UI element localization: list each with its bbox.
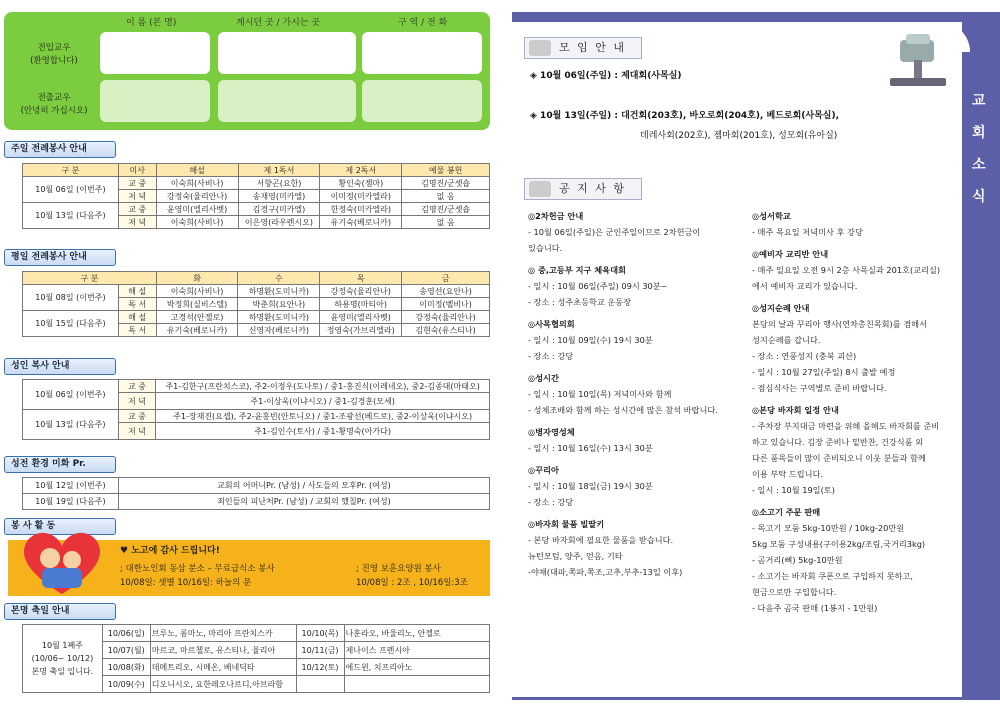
notice-line: -야채(대파,쪽파,쪽조,고추,부추-13일 이후) <box>528 567 683 577</box>
volunteer-heading: 봉 사 활 동 <box>4 518 116 535</box>
notice-line: ◎바자회 물품 빌딸키 <box>528 519 605 529</box>
transfer-out-label: 전출교우 (안녕히 가십시오) <box>20 93 88 116</box>
notice-line: - 목고기 모둠 5kg-10만원 / 10kg-20만원 <box>752 523 905 533</box>
feast-table: 10월 1째주 (10/06~ 10/12) 본명 축일 입니다. 10/06(일) 브루노, 롬마노, 마리아 프란치스카 10/10(목) 나훈라오, 바울리노, 안젤로 10/07(월) 마르코, 마르첼로, 유스티나, 율리아 10/11(금) 제나이스 프렌시아 10/08(화) 데메트리오, 시메온, 베네딕타 10/12(토) 에드윈, 치프리아노 10/09(수) 디오니시오, 요한레오나르디,아브라함 <box>22 624 490 693</box>
in-place-field[interactable] <box>218 32 356 74</box>
adult-server-heading: 성인 복사 안내 <box>4 358 116 375</box>
notice-line: 이용 부탁 드립니다. <box>752 469 824 479</box>
notice-line: 현금으로만 구입합니다. <box>752 587 837 597</box>
side-char-3: 소 <box>972 157 986 173</box>
notice-line: ◎성지순례 안내 <box>752 303 810 313</box>
side-char-1: 교 <box>972 93 986 109</box>
notice-line: 성지순례를 갑니다. <box>752 335 821 345</box>
weekday-liturgy-heading: 평일 전례봉사 안내 <box>4 249 116 266</box>
notice-line: - 일시 : 10월 27일(주일) 8시 출발 예정 <box>752 367 896 377</box>
notice-line: - 장소 : 연풍성지 (충북 괴산) <box>752 351 857 361</box>
notice-line: - 장소 : 성주초등학교 운동장 <box>528 297 632 307</box>
meeting-line3: 데레사회(202호), 젬마회(201호), 성모회(유아실) <box>640 131 838 141</box>
notice-line: - 주차장 부지대금 마련을 위해 올해도 바자회를 준비 <box>752 421 940 431</box>
in-name-field[interactable] <box>100 32 210 74</box>
notice-line: - 다음주 곰국 판매 (1봉지 - 1만원) <box>752 603 878 613</box>
right-top-bar <box>512 12 1000 22</box>
notice-line: ◎성시간 <box>528 373 559 383</box>
notice-column-left <box>528 208 718 580</box>
notice-line: 에서 예비자 교리가 있습니다. <box>752 281 858 291</box>
in-district-field[interactable] <box>362 32 482 74</box>
sunday-liturgy-table: 구 분 미사 해설 제 1독서 제 2독서 예물 봉헌 10월 06일 (이번주) 교 중 이숙희(사비나) 서향곤(요한) 황인숙(젬마) 김명진/군셋숍 저 녁 강정숙(율리안나) 송재영(미카엘) 이미정(미카엘라) 없 음 10월 13일 (다음주) 교 중 윤영미(엘리사벳) 김경구(미카엘) 한정숙(미카엘라) 김명진/군셋숍 저 녁 이숙희(사비나) 이은영(라우렌시오) 유기숙(베로니카) 없 음 <box>22 163 490 229</box>
notice-line: ◎성서학교 <box>752 211 791 221</box>
notice-line: - 일시 : 10월 18일(금) 19시 30분 <box>528 481 653 491</box>
notice-line: ◎병자영성체 <box>528 427 575 437</box>
notice-line: ◎예비자 교리반 안내 <box>752 249 829 259</box>
heart-family-icon <box>16 528 108 598</box>
out-name-field[interactable] <box>100 80 210 122</box>
notice-line: ◎소고기 주문 판매 <box>752 507 821 517</box>
notice-line: ◎ 중,고등부 지구 체육대회 <box>528 265 626 275</box>
volunteer-line4: 10/08일 : 2조 , 10/16일:3조 <box>356 578 468 588</box>
notice-line: - 성체조배와 함께 하는 성시간에 많은 참석 바랍니다. <box>528 405 718 415</box>
volunteer-line3: ; 진영 보훈요양원 봉사 <box>356 564 441 574</box>
notice-line: 다른 품목들이 많이 준비되오니 이웃 분들과 함께 <box>752 453 926 463</box>
volunteer-line1: ; 대한노인회 동삼 분소 – 무료급식소 봉사 <box>120 564 275 574</box>
meeting-icon <box>529 40 551 56</box>
notice-line: 있습니다. <box>528 243 563 253</box>
environment-heading: 성전 환경 미화 Pr. <box>4 456 116 473</box>
name-header: 이 름 (본 명) <box>126 18 177 28</box>
notice-line: - 매주 목요일 저녁미사 후 강당 <box>752 227 863 237</box>
notice-line: 하고 있습니다. 김장 준비나 밑반찬, 건강식품 외 <box>752 437 924 447</box>
notice-line: - 일시 : 10월 09일(수) 19시 30분 <box>528 335 653 345</box>
notice-heading: 공 지 사 항 <box>524 178 642 200</box>
notice-line: - 장소 : 강당 <box>528 497 574 507</box>
notice-line: - 일시 : 10월 06일(주일) 09시 30분~ <box>528 281 668 291</box>
notice-line: - 장소 : 강당 <box>528 351 574 361</box>
notice-line: ◎본당 바자회 일정 안내 <box>752 405 839 415</box>
district-header: 구 역 / 전 화 <box>398 18 448 28</box>
weekday-liturgy-table: 구 분 화 수 목 금 10월 08일 (이번주) 해 설 이숙희(사비나) 하명환(도미니카) 강정숙(율리안나) 송영선(요안나) 독 서 박정희(실비스텔) 박춘희(요안나) 하용명(마티아) 이미정(벨비나) 10월 15일 (다음주) 해 설 고경석(안젤로) 하명환(도미니카) 윤영미(엘리사벳) 강정숙(율리안나) 독 서 유기숙(베로니카) 신영자(베로니카) 정영숙(가브리엘라) 김현숙(유스티나) <box>22 271 490 337</box>
notice-line: - 일시 : 10월 10일(목) 저녁미사와 함께 <box>528 389 672 399</box>
environment-table: 10월 12일 (이번주) 교회의 어머니Pr. (남성) / 사도들의 모후Pr. (여성) 10월 19일 (다음주) 죄인들의 피난처Pr. (남성) / 교회의 했칠Pr. (여성) <box>22 477 490 510</box>
newcomer-panel <box>4 12 490 130</box>
volunteer-thanks: ♥ 노고에 감사 드립니다! <box>120 546 220 556</box>
feast-heading: 본명 축일 안내 <box>4 603 116 620</box>
notice-line: ◎꾸리아 <box>528 465 559 475</box>
meeting-line2: ◈ 10월 13일(주일) : 대건회(203호), 바오로회(204호), 베드로회(사목실), <box>530 111 839 121</box>
out-place-field[interactable] <box>218 80 356 122</box>
notice-line: ◎2차헌금 안내 <box>528 211 584 221</box>
notice-line: - 10월 06일(주일)은 군인주일이므로 2차헌금이 <box>528 227 701 237</box>
notice-line: 본당의 날과 꾸리아 행사(연차총친목회)를 겸해서 <box>752 319 927 329</box>
adult-server-table: 10월 06일 (이번주) 교 중 주1-김한구(프란치스코), 주2-이정우(도나토) / 중1-홍진식(이레네오), 중2-김종대(마태오) 저 녁 주1-이상욱(이냐시오) / 중1-김경훈(모세) 10월 13일 (다음주) 교 중 주1-장재진(요셉), 주2-윤홍빈(안토니오) / 중1-조광선(베드로), 중2-이상욱(이냐시오) 저 녁 주1-김인수(토사) / 중1-황명숙(아가다) <box>22 379 490 440</box>
out-district-field[interactable] <box>362 80 482 122</box>
side-char-4: 식 <box>972 189 986 205</box>
notice-line: - 본당 바자회에 필요한 물품을 받습니다. <box>528 535 674 545</box>
notice-line: 뉴턴모텀, 양주, 얻음, 기타 <box>528 551 623 561</box>
transfer-in-label: 전입교우 (환영합니다) <box>30 43 78 66</box>
notice-line: - 점심식사는 구역별로 준비 바랍니다. <box>752 383 887 393</box>
mailbox-icon <box>884 30 952 90</box>
notice-line: - 일시 : 10월 19일(토) <box>752 485 835 495</box>
notice-line: - 매주 일요일 오전 9시 2층 사목실과 201호(교리실) <box>752 265 941 275</box>
notice-column-right <box>752 208 940 616</box>
notice-line: - 일시 : 10월 16일(수) 13시 30분 <box>528 443 653 453</box>
volunteer-line2: 10/08일: 샛별 10/16일: 하늘의 문 <box>120 578 252 588</box>
place-header: 계시던 곳 / 가시는 곳 <box>236 18 321 28</box>
notice-line: - 소고기는 바자회 쿠폰으로 구입하지 못하고, <box>752 571 913 581</box>
sunday-liturgy-heading: 주일 전례봉사 안내 <box>4 141 116 158</box>
side-char-2: 회 <box>972 125 986 141</box>
notice-icon <box>529 181 551 197</box>
notice-line: ◎사목협의회 <box>528 319 575 329</box>
meeting-heading: 모 임 안 내 <box>524 37 642 59</box>
meeting-line1: ◈ 10월 06일(주일) : 제대회(사목실) <box>530 71 682 81</box>
notice-line: - 곰거리(뼈) 5kg-10만원 <box>752 555 843 565</box>
notice-line: 5kg 모둠 구성내용(구이용2kg/조림,국거리3kg) <box>752 539 926 549</box>
